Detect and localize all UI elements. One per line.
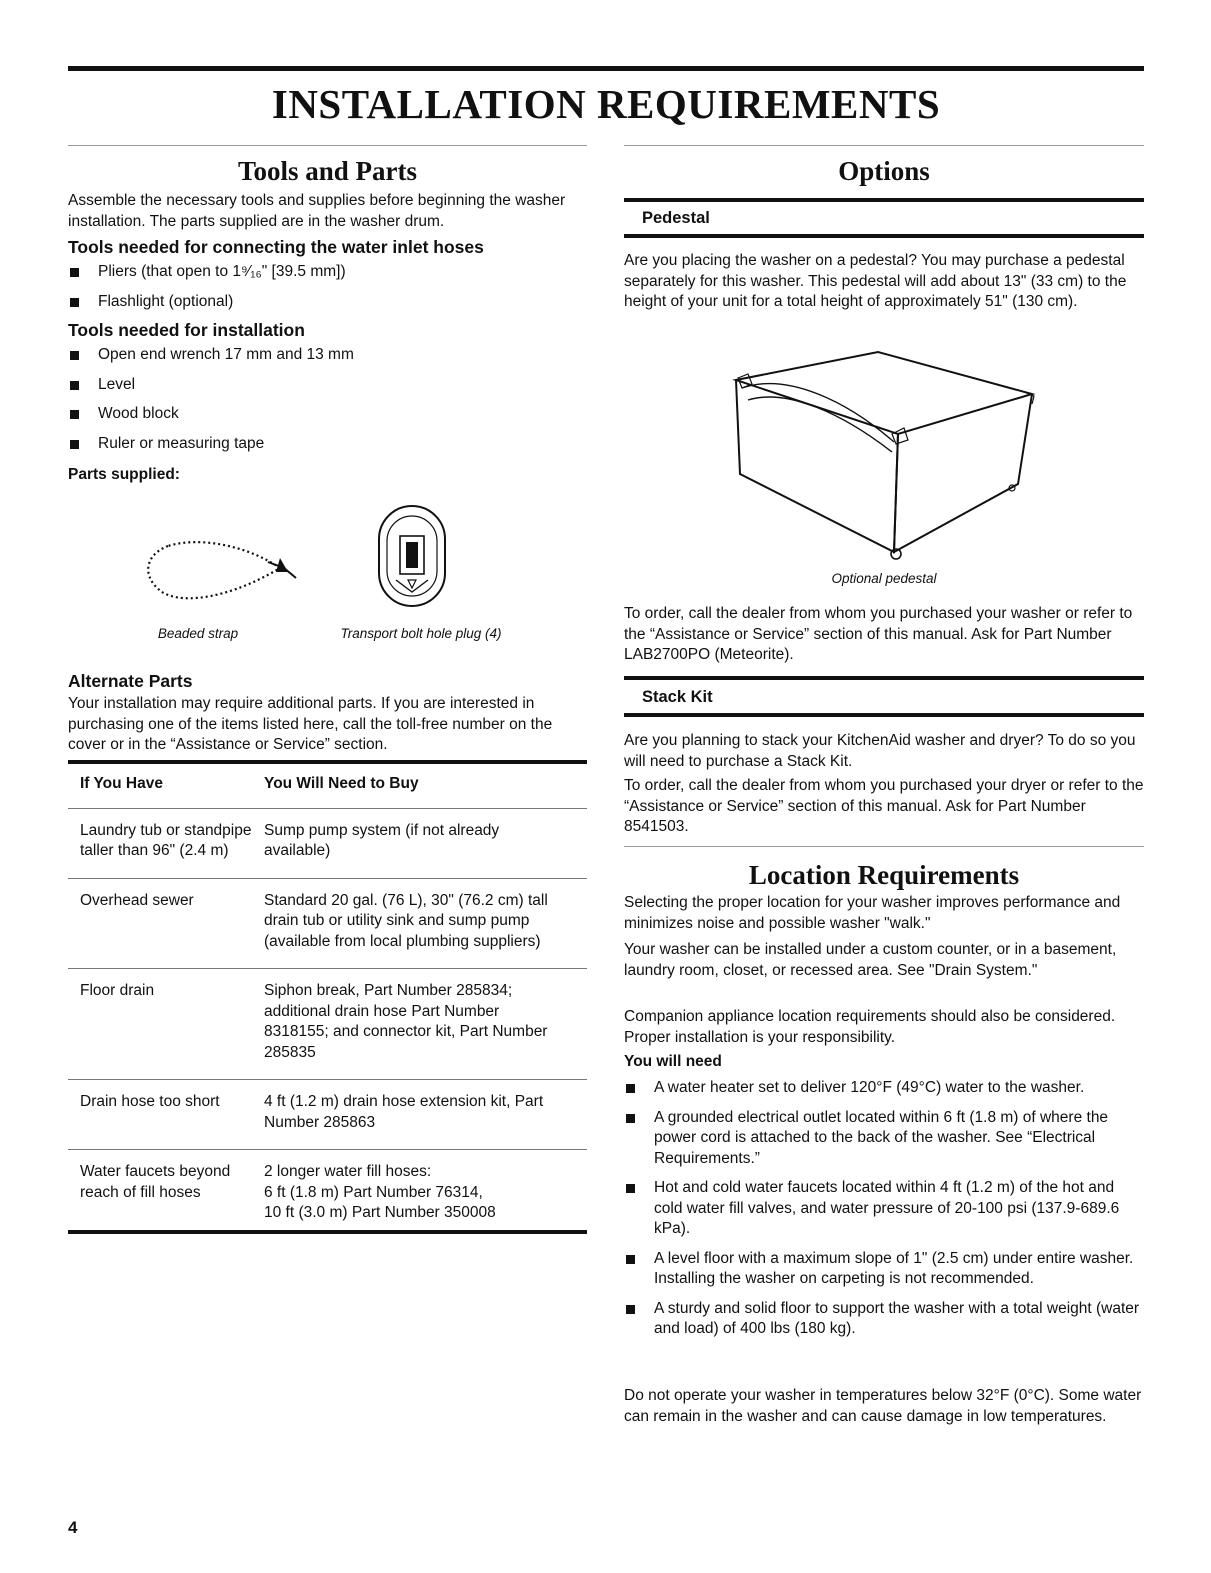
cell-buy: Standard 20 gal. (76 L), 30" (76.2 cm) tall drain tub or utility sink and sump pump (available from local plumbing suppliers) — [264, 878, 587, 969]
pedestal-icon — [728, 344, 1038, 564]
tools-title: Tools and Parts — [237, 156, 418, 186]
table-row — [68, 878, 587, 969]
list-item: Pliers (that open to 1⁹⁄₁₆" [39.5 mm]) — [68, 262, 587, 283]
hoses-list — [68, 262, 587, 312]
part-caption-plug: Transport bolt hole plug (4) — [340, 626, 502, 641]
pedestal-bottom-rule — [624, 234, 1144, 238]
location-p3: Companion appliance location requirements should also be considered. Proper installation is your responsibility. — [624, 1008, 1116, 1046]
pedestal-text: Are you placing the washer on a pedestal? You may purchase a pedestal separately for this washer. This pedestal will add about 13" (33 cm) to the height of your unit for a total height of approximately 51" (130 cm). — [624, 252, 1127, 310]
table-row — [68, 1150, 587, 1240]
col-header-have: If You Have — [80, 775, 163, 792]
left-divider — [68, 145, 587, 146]
install-list — [68, 345, 587, 454]
cell-have: Drain hose too short — [68, 1080, 264, 1150]
alternate-heading: Alternate Parts — [68, 671, 193, 691]
list-item: A sturdy and solid floor to support the washer with a total weight (water and load) of 400 lbs (180 kg). — [624, 1299, 1144, 1340]
cell-have: Floor drain — [68, 969, 264, 1080]
stack-text-1: Are you planning to stack your KitchenAid washer and dryer? To do so you will need to purchase a Stack Kit. — [624, 732, 1136, 770]
cell-buy: 4 ft (1.2 m) drain hose extension kit, Part Number 285863 — [264, 1080, 587, 1150]
need-heading: You will need — [624, 1053, 722, 1070]
pedestal-top-rule — [624, 198, 1144, 202]
list-item: Flashlight (optional) — [68, 292, 587, 313]
list-item: Level — [68, 375, 587, 396]
page-number: 4 — [68, 1518, 78, 1537]
alternate-intro: Your installation may require additional parts. If you are interested in purchasing one of the items listed here, call the toll-free number on the cover or in the “Assistance or Service” section. — [68, 695, 553, 753]
cell-buy: Sump pump system (if not already available) — [264, 808, 587, 878]
table-bottom-rule — [68, 1230, 587, 1234]
tools-intro: Assemble the necessary tools and supplies before beginning the washer installation. The parts supplied are in the washer drum. — [68, 192, 566, 230]
cell-have: Water faucets beyond reach of fill hoses — [68, 1150, 264, 1240]
location-p2: Your washer can be installed under a custom counter, or in a basement, laundry room, closet, or recessed area. See "Drain System." — [624, 941, 1117, 979]
table-row — [68, 969, 587, 1080]
part-caption-strap: Beaded strap — [157, 626, 239, 641]
pedestal-order: To order, call the dealer from whom you purchased your washer or refer to the “Assistance or Service” section of this manual. Ask for Part Number LAB2700PO (Meteorite). — [624, 605, 1133, 663]
stack-top-rule — [624, 676, 1144, 680]
list-item: Open end wrench 17 mm and 13 mm — [68, 345, 587, 366]
top-rule — [68, 66, 1144, 71]
stack-heading: Stack Kit — [642, 688, 713, 706]
table-row — [68, 808, 587, 878]
list-item: Hot and cold water faucets located within 4 ft (1.2 m) of the hot and cold water fill valves, and water pressure of 20-100 psi (137.9-689.6 kPa). — [624, 1178, 1144, 1240]
hole-plug-icon — [366, 500, 458, 612]
right-divider — [624, 145, 1144, 146]
alternate-parts-table — [68, 764, 587, 1240]
list-item: Wood block — [68, 404, 587, 425]
list-item: A level floor with a maximum slope of 1" (2.5 cm) under entire washer. Installing the washer on carpeting is not recommended. — [624, 1249, 1144, 1290]
needs-list — [624, 1078, 1144, 1340]
parts-heading: Parts supplied: — [68, 466, 180, 483]
list-item: Ruler or measuring tape — [68, 434, 587, 455]
table-row — [68, 1080, 587, 1150]
options-title: Options — [838, 156, 930, 186]
cell-buy: Siphon break, Part Number 285834; additional drain hose Part Number 8318155; and connector kit, Part Number 285835 — [264, 969, 587, 1080]
beaded-strap-icon — [138, 528, 300, 610]
pedestal-caption: Optional pedestal — [831, 571, 937, 586]
location-closing: Do not operate your washer in temperatures below 32°F (0°C). Some water can remain in the washer and can cause damage in low temperatures. — [624, 1387, 1142, 1425]
hoses-heading: Tools needed for connecting the water inlet hoses — [68, 237, 484, 257]
col-header-buy: You Will Need to Buy — [264, 775, 419, 792]
install-heading: Tools needed for installation — [68, 320, 305, 340]
cell-have: Overhead sewer — [68, 878, 264, 969]
stack-bottom-rule — [624, 713, 1144, 717]
cell-buy: 2 longer water fill hoses: 6 ft (1.8 m) Part Number 76314, 10 ft (3.0 m) Part Number 350008 — [264, 1150, 587, 1240]
location-p1: Selecting the proper location for your washer improves performance and minimizes noise and possible washer "walk." — [624, 894, 1121, 932]
stack-text-2: To order, call the dealer from whom you purchased your dryer or refer to the “Assistance or Service” section of this manual. Ask for Part Number 8541503. — [624, 777, 1144, 835]
location-title: Location Requirements — [748, 860, 1020, 890]
page-title: INSTALLATION REQUIREMENTS — [271, 81, 941, 127]
pedestal-heading: Pedestal — [642, 209, 710, 227]
location-divider — [624, 846, 1144, 847]
list-item: A water heater set to deliver 120°F (49°C) water to the washer. — [624, 1078, 1144, 1099]
list-item: A grounded electrical outlet located within 6 ft (1.8 m) of where the power cord is attached to the back of the washer. See “Electrical Requirements.” — [624, 1108, 1144, 1170]
cell-have: Laundry tub or standpipe taller than 96" (2.4 m) — [68, 808, 264, 878]
